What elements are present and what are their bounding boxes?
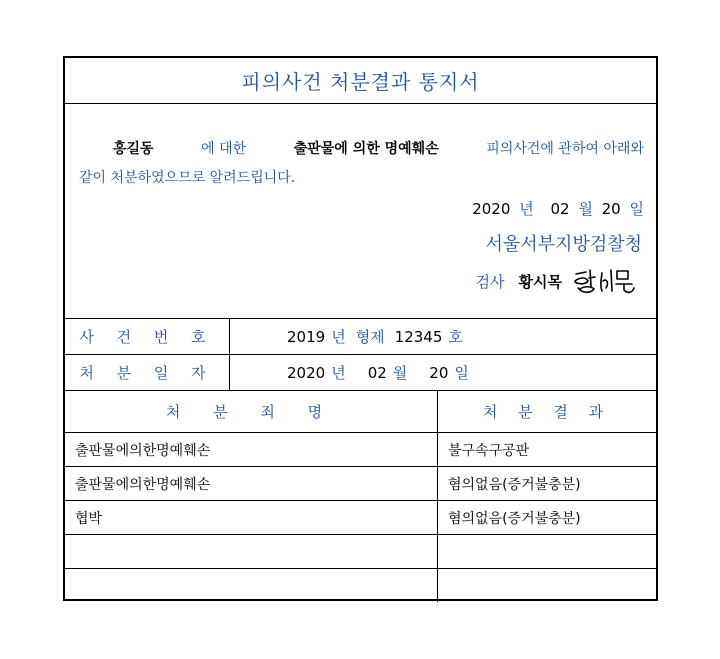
notice-body [79, 134, 644, 193]
charge-cell: 협박 [65, 501, 438, 534]
result-cell [438, 569, 656, 602]
charge-cell [65, 535, 438, 568]
disposition-month: 02 [367, 363, 387, 382]
prosecutor-title: 검사 [475, 272, 505, 291]
table-row [65, 466, 656, 500]
notice-text-b: 같이 처분하였으므로 알려드립니다. [79, 170, 296, 186]
disposition-date-row [65, 354, 656, 390]
charge-name: 출판물에 의한 명예훼손 [293, 141, 439, 157]
charge-cell [65, 569, 438, 602]
charge-cell: 출판물에의한명예훼손 [65, 467, 438, 500]
notice-document [63, 56, 658, 601]
table-row [65, 500, 656, 534]
result-cell [438, 535, 656, 568]
case-number-value [287, 319, 469, 354]
date-year: 2020 [472, 200, 511, 218]
disposition-day-unit: 일 [454, 364, 469, 382]
signature-image [572, 264, 638, 298]
case-number: 12345 [394, 327, 443, 346]
disposition-table-header [65, 390, 656, 432]
notice-text-a: 피의사건에 관하여 아래와 [486, 141, 644, 157]
disposition-day: 20 [429, 363, 449, 382]
result-cell: 혐의없음(증거불충분) [448, 476, 581, 493]
disposition-date-label: 처 분 일 자 [65, 355, 230, 390]
date-month-unit: 월 [578, 200, 593, 218]
table-row [65, 534, 656, 568]
notice-date [468, 198, 644, 219]
disposition-year-unit: 년 [331, 364, 346, 382]
prosecution-office: 서울서부지방검찰청 [485, 234, 642, 255]
suspect-name: 홍길동 [113, 141, 154, 157]
disposition-month-unit: 월 [392, 364, 408, 382]
case-number-label: 사 건 번 호 [65, 319, 230, 354]
case-year: 2019 [287, 327, 326, 346]
table-row [65, 568, 656, 602]
charge-cell: 출판물에의한명예훼손 [65, 433, 438, 466]
disposition-year: 2020 [287, 363, 326, 382]
result-cell: 불구속구공판 [448, 442, 530, 459]
date-year-unit: 년 [519, 200, 534, 218]
date-month: 02 [550, 200, 570, 218]
document-title: 피의사건 처분결과 통지서 [65, 58, 656, 104]
disposition-date-value [287, 355, 475, 390]
result-cell: 혐의없음(증거불충분) [448, 510, 581, 527]
notice-line-1 [79, 134, 644, 164]
header-result: 처 분 결 과 [482, 403, 612, 421]
case-year-unit: 년 [331, 328, 346, 346]
case-number-row [65, 318, 656, 354]
prosecutor-signature-line [476, 264, 638, 298]
table-row [65, 432, 656, 466]
date-day-unit: 일 [629, 200, 644, 218]
notice-about: 에 대한 [201, 141, 247, 157]
date-day: 20 [601, 200, 621, 218]
case-type: 형제 [355, 328, 385, 346]
prosecutor-name: 황시목 [518, 272, 562, 291]
header-charge: 처 분 죄 명 [65, 391, 438, 432]
case-unit: 호 [448, 328, 463, 346]
